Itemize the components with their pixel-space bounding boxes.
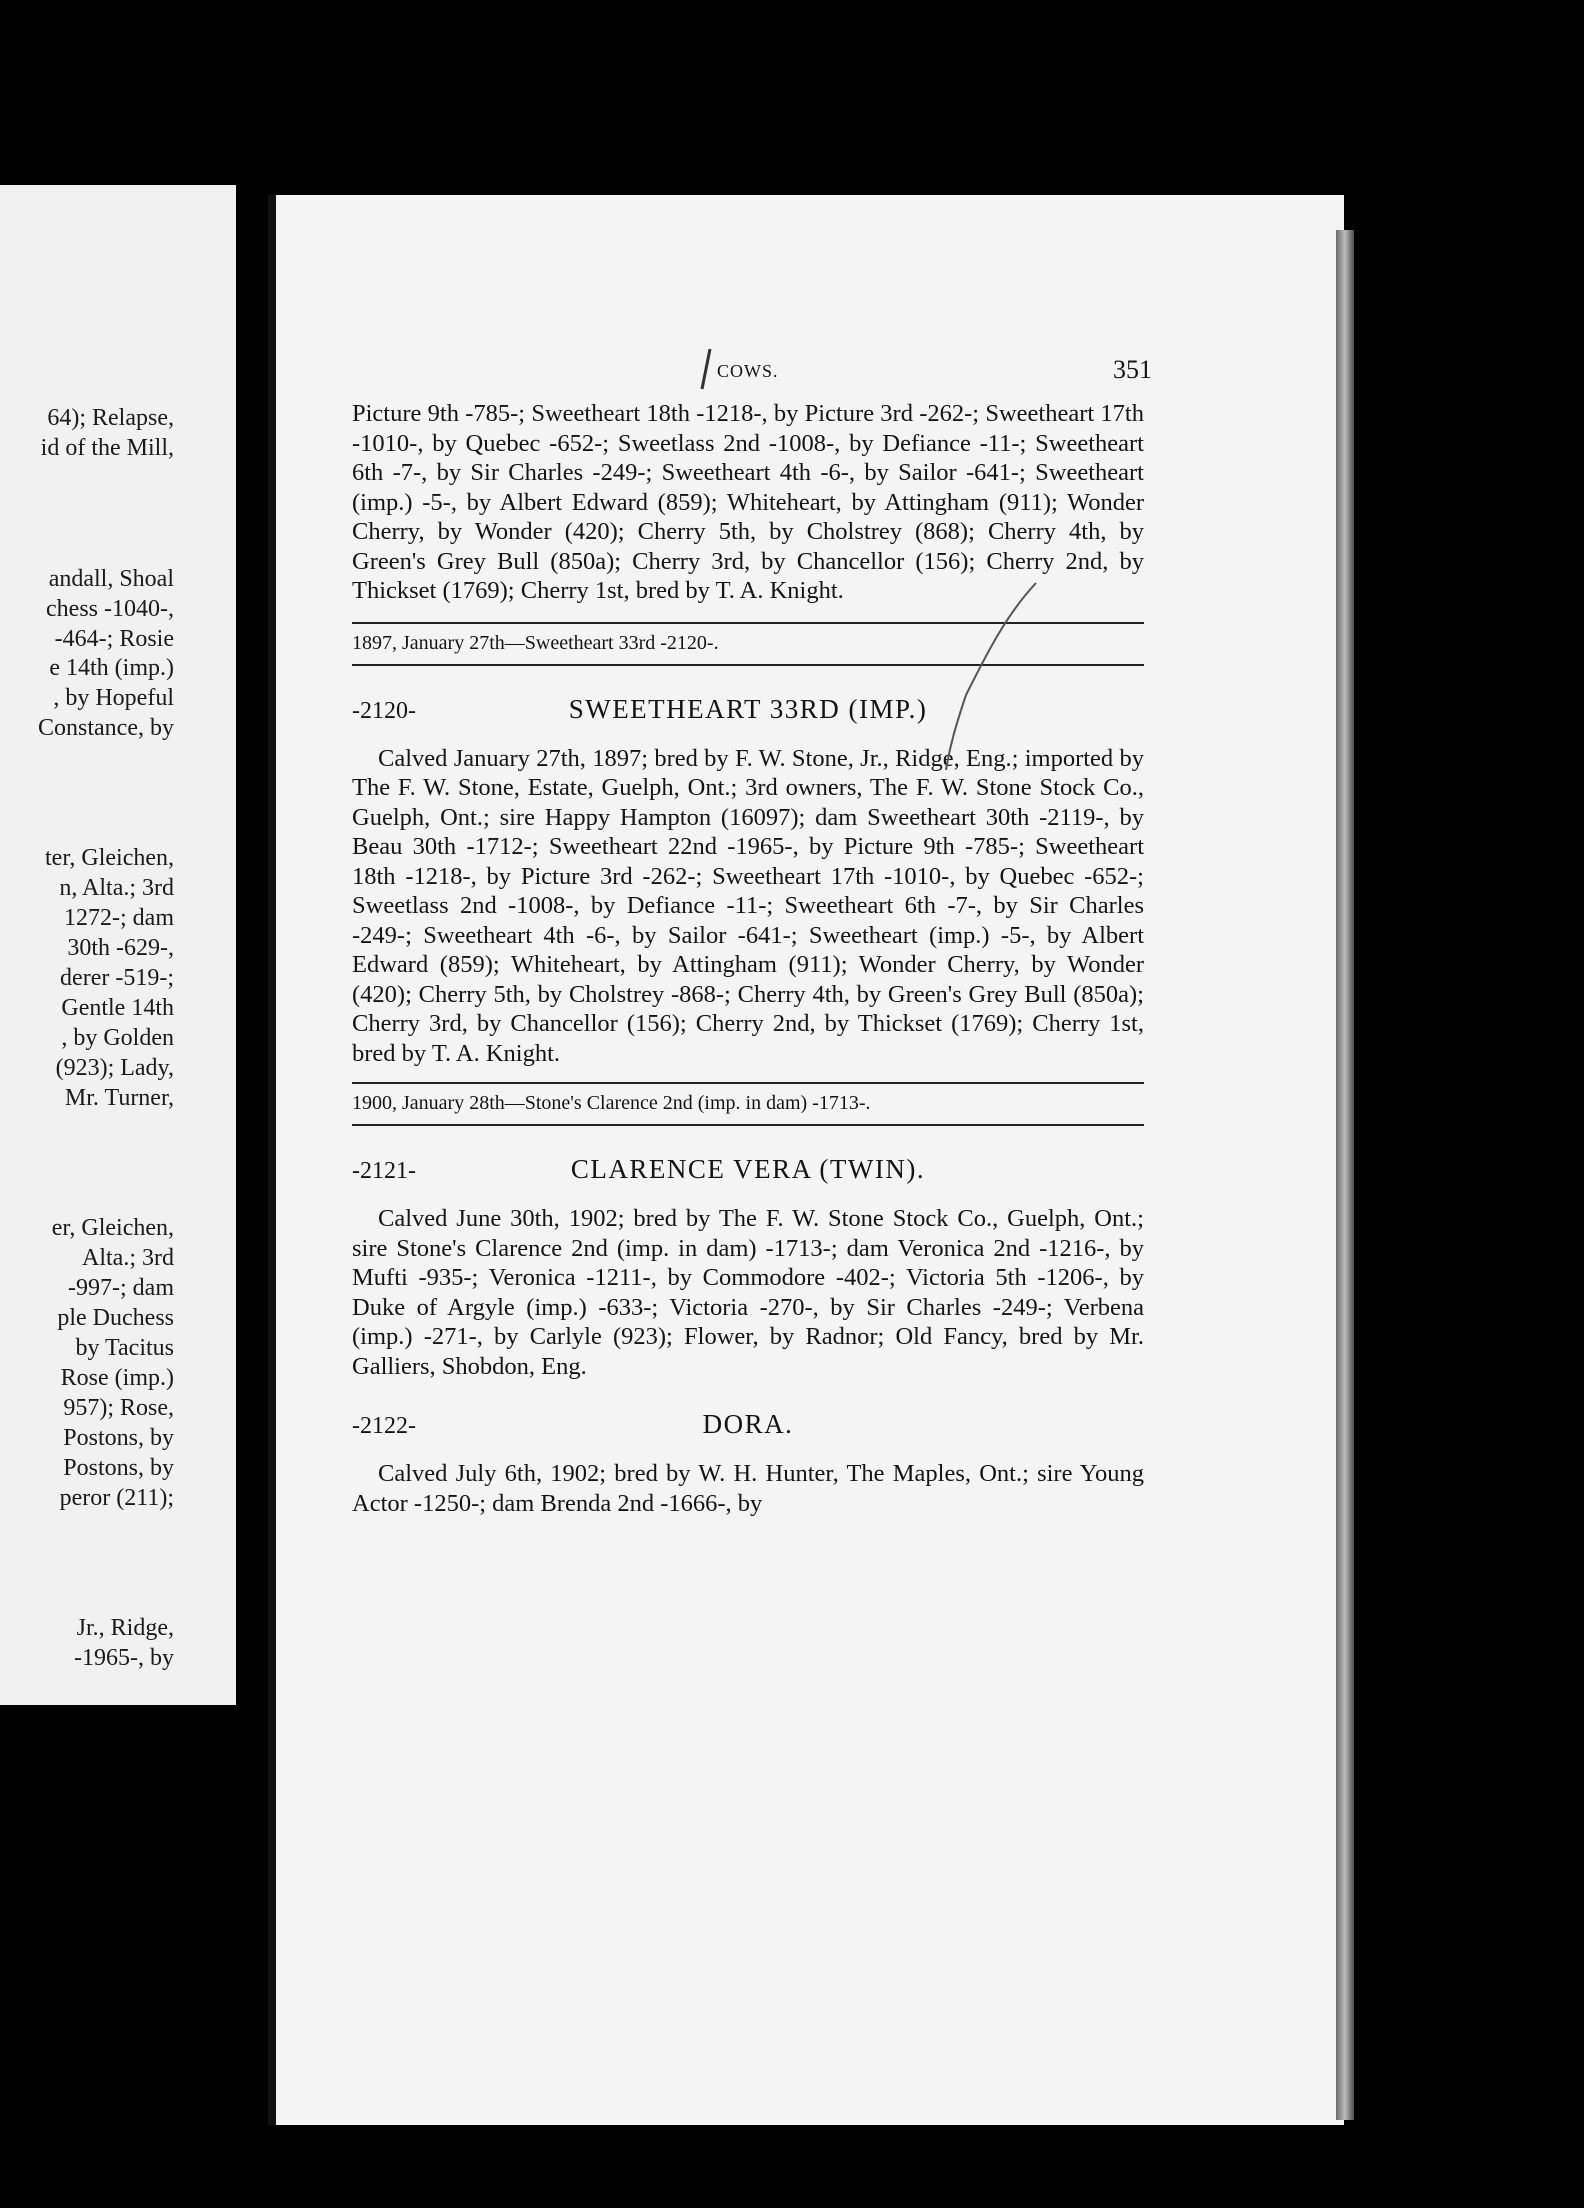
left-fragment-line: Rose (imp.) — [60, 1365, 174, 1391]
left-facing-page — [0, 185, 236, 1705]
left-fragment-line: Mr. Turner, — [64, 1085, 174, 1111]
left-fragment-line: e 14th (imp.) — [49, 655, 174, 681]
entry-heading — [352, 1152, 1144, 1192]
left-fragment-line: -464-; Rosie — [54, 626, 174, 652]
left-fragment-line: Postons, by — [63, 1455, 174, 1481]
entry-reg-number: -2121- — [352, 1158, 416, 1184]
calving-note: 1900, January 28th—Stone's Clarence 2nd (imp. in dam) -1713-. — [352, 1092, 871, 1114]
left-fragment-line: er, Gleichen, — [51, 1215, 174, 1241]
entry-paragraph: Calved July 6th, 1902; bred by W. H. Hunter, The Maples, Ont.; sire Young Actor -1250-; dam Brenda 2nd -1666-, by — [352, 1460, 1144, 1517]
left-fragment-line: chess -1040-, — [46, 596, 174, 622]
left-fragment-line: peror (211); — [59, 1485, 174, 1511]
left-fragment-line: n, Alta.; 3rd — [59, 875, 174, 901]
left-fragment-line: 1272-; dam — [64, 905, 174, 931]
left-fragment-line: -997-; dam — [68, 1275, 174, 1301]
left-fragment-line: (923); Lady, — [55, 1055, 174, 1081]
left-fragment-line: derer -519-; — [60, 965, 174, 991]
entry-paragraph: Calved January 27th, 1897; bred by F. W. Stone, Jr., Ridge, Eng.; imported by The F. W. Stone, Estate, Guelph, Ont.; 3rd owners, The F. W. Stone Stock Co., Guelph, Ont.; sire Happy Hampton (16097); dam Sweetheart 30th -2119-, by Beau 30th -1712-; Sweetheart 22nd -1965-, by Picture 9th -785-; Sweetheart 18th -1218-, by Picture 3rd -262-; Sweetheart 17th -1010-, by Quebec -652-; Sweetlass 2nd -1008-, by Defiance -11-; Sweetheart 6th -7-, by Sir Charles -249-; Sweetheart 4th -6-, by Sailor -641-; Sweetheart (imp.) -5-, by Albert Edward (859); Whiteheart, by Attingham (911); Wonder Cherry, by Wonder (420); Cherry 5th, by Cholstrey -868-; Cherry 4th, by Green's Grey Bull (850a); Cherry 3rd, by Chancellor (156); Cherry 2nd, by Thickset (1769); Cherry 1st, bred by T. A. Knight. — [352, 744, 1144, 1067]
left-fragment-line: id of the Mill, — [40, 435, 174, 461]
entry-name: SWEETHEART 33RD (IMP.) — [568, 693, 928, 724]
page-content — [352, 355, 1152, 1518]
entry-name: CLARENCE VERA (TWIN). — [570, 1154, 926, 1184]
left-fragment-line: ter, Gleichen, — [45, 845, 174, 871]
entry-reg-number: -2122- — [352, 1413, 416, 1439]
right-page — [268, 195, 1344, 2125]
running-head-title: COWS. — [717, 361, 779, 381]
left-fragment-line: Alta.; 3rd — [82, 1245, 174, 1271]
entry-name: DORA. — [702, 1409, 794, 1439]
left-fragment-line: Gentle 14th — [61, 995, 174, 1021]
left-fragment-line: 64); Relapse, — [47, 405, 174, 431]
continuation-paragraph: Picture 9th -785-; Sweetheart 18th -1218-, by Picture 3rd -262-; Sweetheart 17th -1010-, by Quebec -652-; Sweetlass 2nd -1008-, by Defiance -11-; Sweetheart 6th -7-, by Sir Charles -249-; Sweetheart 4th -6-, by Sailor -641-; Sweetheart (imp.) -5-, by Albert Edward (859); Whiteheart, by Attingham (911); Wonder Cherry, by Wonder (420); Cherry 5th, by Cholstrey (868); Cherry 4th, by Green's Grey Bull (850a); Cherry 3rd, by Chancellor (156); Cherry 2nd, by Thickset (1769); Cherry 1st, bred by T. A. Knight. — [352, 400, 1144, 604]
left-fragment-line: -1965-, by — [74, 1645, 174, 1671]
left-fragment-line: ple Duchess — [57, 1305, 174, 1331]
divider-rule — [352, 664, 1144, 666]
left-fragment-line: Jr., Ridge, — [76, 1615, 174, 1641]
book-gutter — [236, 195, 270, 1985]
left-fragment-line: 30th -629-, — [67, 935, 174, 961]
left-fragment-line: Postons, by — [63, 1425, 174, 1451]
entry-reg-number: -2120- — [352, 697, 416, 724]
left-fragment-line: , by Golden — [61, 1025, 174, 1051]
running-head — [352, 355, 1152, 389]
divider-rule — [352, 1124, 1144, 1126]
left-fragment-line: Constance, by — [38, 715, 174, 741]
left-fragment-line: by Tacitus — [75, 1335, 174, 1361]
entry-heading — [352, 1407, 1144, 1447]
page-edge — [1336, 230, 1354, 2120]
left-fragment-line: andall, Shoal — [48, 566, 174, 592]
entry-heading — [352, 692, 1144, 732]
page-number: 351 — [1113, 355, 1152, 384]
entry-paragraph: Calved June 30th, 1902; bred by The F. W. Stone Stock Co., Guelph, Ont.; sire Stone's Clarence 2nd (imp. in dam) -1713-; dam Veronica 2nd -1216-, by Mufti -935-; Veronica -1211-, by Commodore -402-; Victoria 5th -1206-, by Duke of Argyle (imp.) -633-; Victoria -270-, by Sir Charles -249-; Verbena (imp.) -271-, by Carlyle (923); Flower, by Radnor; Old Fancy, bred by Mr. Galliers, Shobdon, Eng. — [352, 1205, 1144, 1380]
calving-note: 1897, January 27th—Sweetheart 33rd -2120-. — [352, 631, 719, 654]
left-fragment-line: , by Hopeful — [53, 685, 174, 711]
left-fragment-line: 957); Rose, — [63, 1395, 174, 1421]
